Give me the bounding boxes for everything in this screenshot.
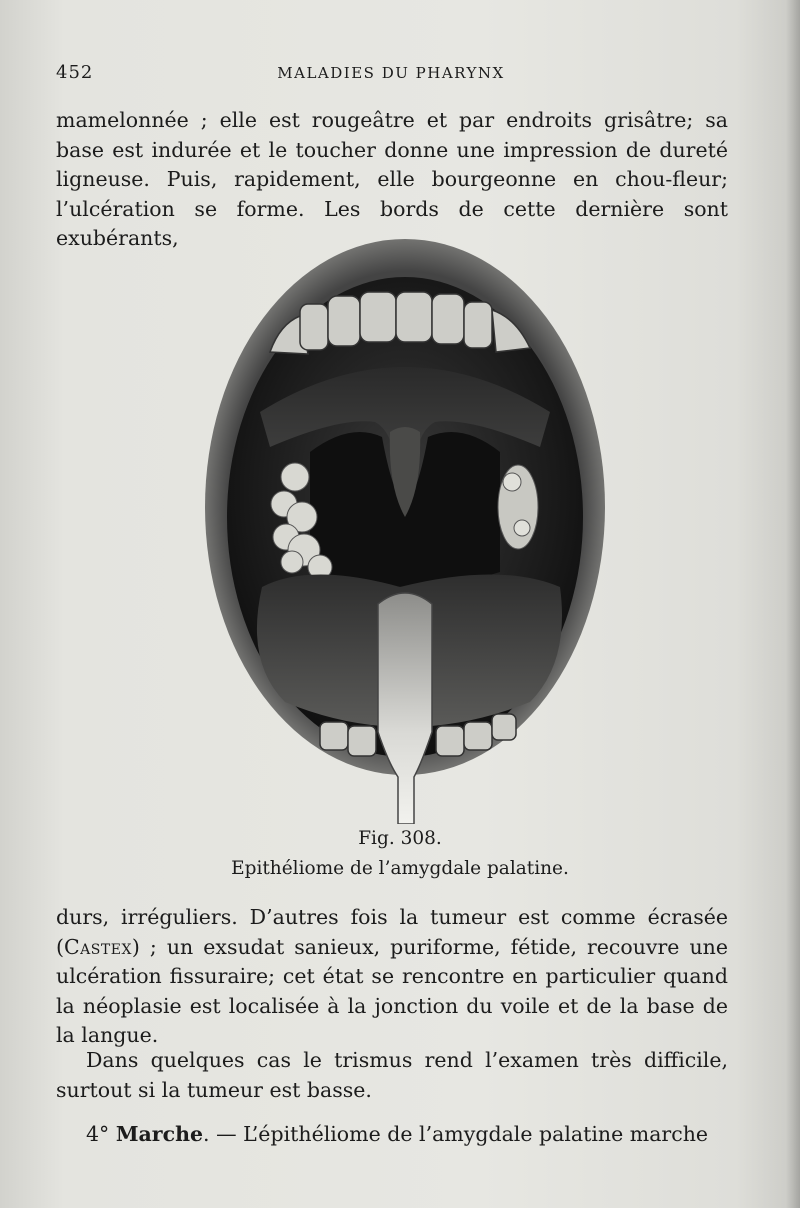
page-edge-shadow [786, 0, 800, 1208]
running-title: MALADIES DU PHARYNX [277, 64, 505, 82]
author-reference: Castex [64, 934, 132, 959]
mouth-illustration [200, 232, 620, 824]
paragraph-2-start: durs, irréguliers. D’autres fois la tumeur est comme écrasée ( [56, 905, 728, 959]
tongue-depressor [378, 593, 432, 824]
page-header [56, 62, 726, 88]
section-heading: Marche [115, 1122, 204, 1146]
paragraph-2-end: ) ; un exsudat sanieux, puriforme, fétide, recouvre une ulcération fissuraire; cet état se rencontre en particulier quand la néoplasie est localisée à la jonction du voile et de la base de la langue. [56, 934, 728, 1047]
paragraph-3: Dans quelques cas le trismus rend l’examen très difficile, surtout si la tumeur est basse. [56, 1048, 728, 1102]
paragraph-2 [56, 903, 728, 1051]
section-text: . — L’épithéliome de l’amygdale palatine marche [203, 1122, 709, 1146]
paragraph-1: mamelonnée ; elle est rougeâtre et par endroits grisâtre; sa base est indurée et le toucher donne une impression de dureté ligneuse. Puis, rapidement, elle bourgeonne en chou-fleur; l’ulcération se forme. Les bords de cette dernière sont exubérants, [56, 108, 728, 250]
paragraph-4 [56, 1120, 728, 1150]
tonsil-right [498, 465, 538, 549]
section-number: 4° [86, 1122, 110, 1146]
figure-caption: Epithéliome de l’amygdale palatine. [231, 858, 569, 879]
page-number: 452 [56, 62, 94, 83]
figure-number: Fig. 308. [358, 828, 442, 849]
